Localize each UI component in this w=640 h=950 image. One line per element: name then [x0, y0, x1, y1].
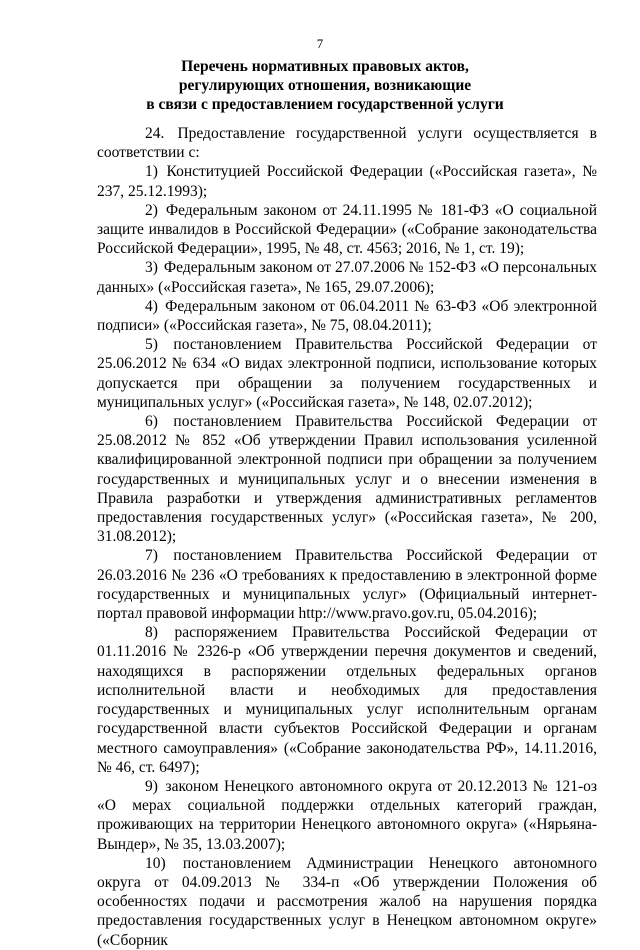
list-item-number: 4) [145, 297, 158, 315]
list-item-5 [97, 335, 597, 412]
list-item-1 [97, 162, 597, 200]
list-item-9 [97, 777, 597, 854]
list-item-4 [97, 297, 597, 335]
list-item-number: 3) [145, 259, 158, 277]
list-item-text: Конституцией Российской Федерации («Российская газета», № 237, 25.12.1993); [97, 163, 598, 200]
list-item-text: постановлением Правительства Российской Федерации от 26.03.2016 № 236 «О требованиях к предоставлению в электронной форме государственных и муниципальных услуг» (Официальный интернет-портал правовой информации http://www.pravo.gov.ru, 05.04.2016); [97, 547, 597, 623]
list-item-text: Федеральным законом от 24.11.1995 № 181-ФЗ «О социальной защите инвалидов в Российской Федерации» («Собрание законодательства Российской Федерации», 1995, № 48, ст. 4563; 2016, № 1, ст. 19); [97, 201, 598, 258]
title-line-1: Перечень нормативных правовых актов, [181, 58, 469, 75]
list-item-number: 5) [145, 336, 158, 354]
list-item-text: законом Ненецкого автономного округа от 20.12.2013 № 121-оз «О мерах социальной поддержки отдельных категорий граждан, проживающих на территории Ненецкого автономного округа» («Нярьяна-Вындер», № 35, 13.03.2007); [97, 777, 597, 853]
paragraph-text: Предоставление государственной услуги осуществляется в соответствии с: [97, 125, 597, 162]
list-item-10 [97, 854, 597, 950]
title-line-3: в связи с предоставлением государственной услуги [146, 96, 504, 113]
page-number: 7 [316, 36, 324, 51]
list-item-number: 1) [145, 163, 158, 181]
list-item-number: 10) [145, 854, 166, 872]
list-item-7 [97, 546, 597, 623]
list-item-text: постановлением Правительства Российской Федерации от 25.06.2012 № 634 «О видах электронной подписи, использование которых допускается при обращении за получением государственных и муниципальных услуг» («Российская газета», № 148, 02.07.2012); [97, 336, 597, 411]
list-item-text: Федеральным законом от 06.04.2011 № 63-ФЗ «Об электронной подписи» («Российская газета», № 75, 08.04.2011); [97, 297, 597, 335]
list-item-6 [97, 412, 597, 546]
paragraph-24 [97, 124, 597, 162]
list-item-number: 6) [145, 413, 158, 431]
list-item-text: постановлением Правительства Российской Федерации от 25.08.2012 № 852 «Об утверждении Правил использования усиленной квалифицированной электронной подписи при обращении за получением государственных и муниципальных услуг и о внесении изменения в Правила разработки и утверждения административных регламентов предоставления государственных услуг» («Российская газета», № 200, 31.08.2012); [97, 413, 597, 546]
list-item-3 [97, 258, 597, 296]
list-item-number: 7) [145, 547, 158, 565]
document-title [98, 57, 552, 114]
list-item-text: постановлением Администрации Ненецкого автономного округа от 04.09.2013 № 334-п «Об утверждении Положения об особенностях подачи и рассмотрения жалоб на нарушения порядка предоставления государственных услуг в Ненецком автономном округе» («Сборник [97, 854, 597, 949]
document-body [97, 124, 597, 950]
paragraph-number: 24. [145, 125, 165, 142]
list-item-number: 9) [145, 777, 158, 795]
list-item-8 [97, 623, 597, 777]
list-item-number: 8) [145, 624, 158, 642]
list-item-2 [97, 201, 597, 259]
title-line-2: регулирующих отношения, возникающие [178, 77, 472, 94]
list-item-text: распоряжением Правительства Российской Федерации от 01.11.2016 № 2326-р «Об утверждении перечня документов и сведений, находящихся в распоряжении отдельных федеральных органов исполнительной власти и необходимых для предоставления государственных и муниципальных услуг исполнительным органам государственной власти субъектов Российской Федерации и органам местного самоуправления» («Собрание законодательства РФ», 14.11.2016, № 46, ст. 6497); [97, 624, 598, 776]
list-item-text: Федеральным законом от 27.07.2006 № 152-ФЗ «О персональных данных» («Российская газета», № 165, 29.07.2006); [97, 259, 598, 296]
list-item-number: 2) [145, 201, 158, 219]
